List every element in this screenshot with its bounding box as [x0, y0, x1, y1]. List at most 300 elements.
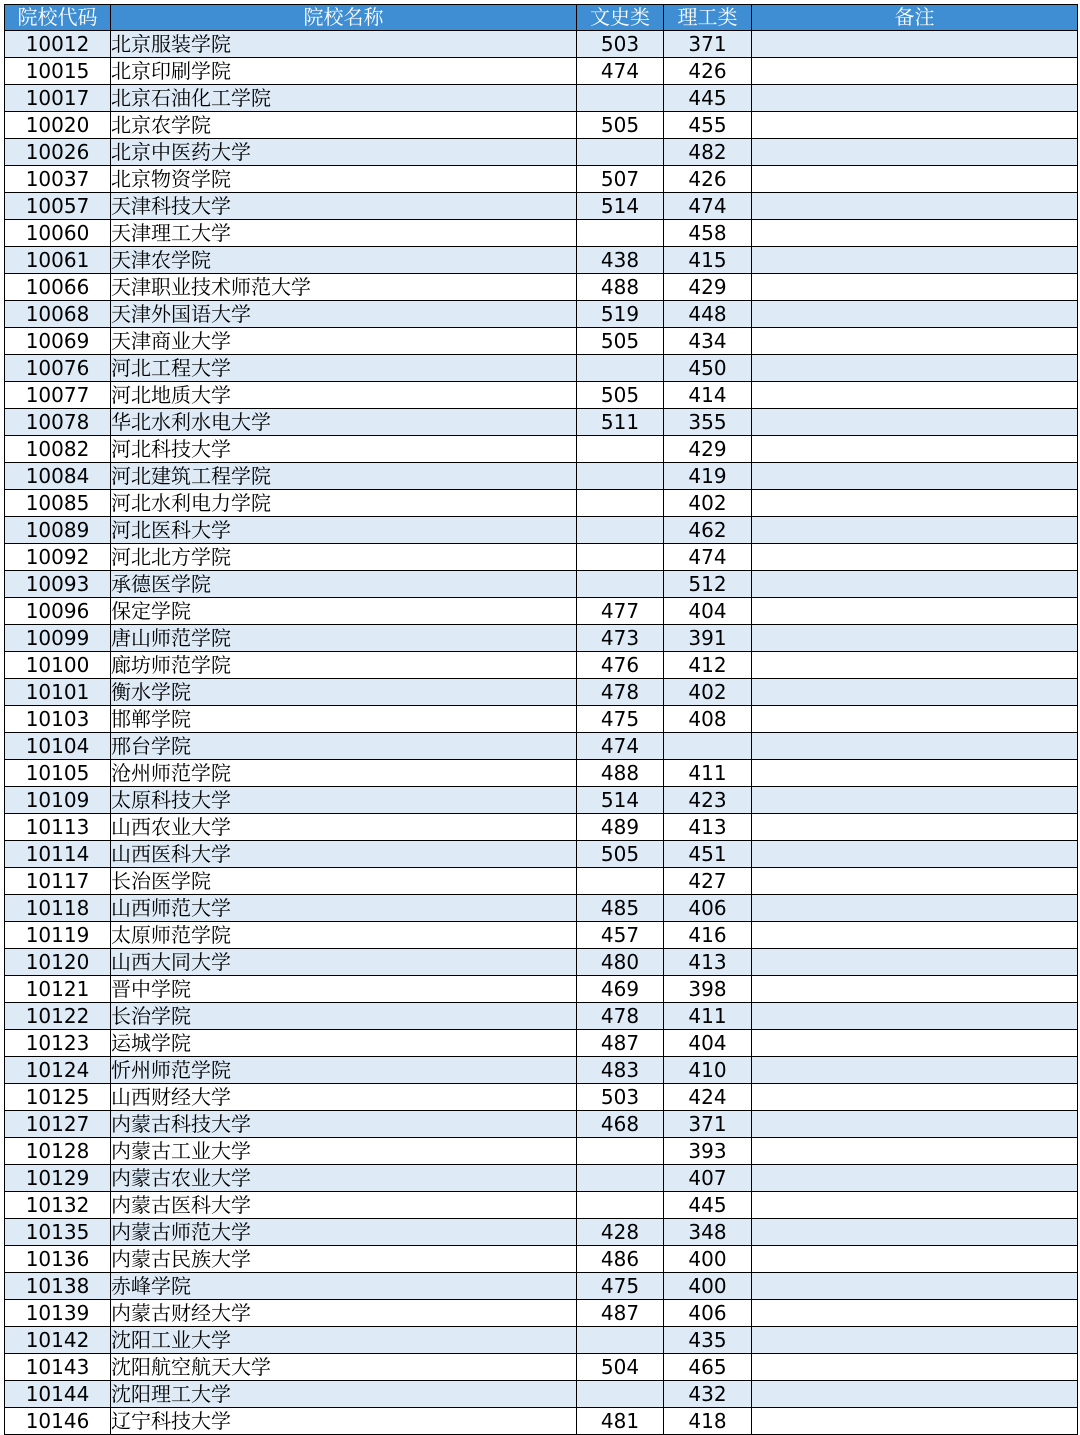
cell-note [752, 1138, 1078, 1165]
cell-note [752, 1084, 1078, 1111]
cell-code: 10069 [5, 328, 111, 355]
cell-school-name: 山西医科大学 [111, 841, 577, 868]
cell-arts-score: 507 [577, 166, 664, 193]
cell-arts-score: 505 [577, 382, 664, 409]
table-row [5, 220, 1078, 247]
table-row [5, 1381, 1078, 1408]
table-row [5, 490, 1078, 517]
cell-code: 10146 [5, 1408, 111, 1435]
cell-school-name: 河北北方学院 [111, 544, 577, 571]
cell-code: 10138 [5, 1273, 111, 1300]
cell-arts-score [577, 1165, 664, 1192]
cell-note [752, 787, 1078, 814]
cell-science-score: 462 [664, 517, 752, 544]
cell-school-name: 天津职业技术师范大学 [111, 274, 577, 301]
cell-science-score: 458 [664, 220, 752, 247]
cell-science-score: 406 [664, 1300, 752, 1327]
table-row [5, 1246, 1078, 1273]
cell-science-score: 435 [664, 1327, 752, 1354]
cell-school-name: 保定学院 [111, 598, 577, 625]
cell-note [752, 949, 1078, 976]
cell-school-name: 长治医学院 [111, 868, 577, 895]
cell-school-name: 山西农业大学 [111, 814, 577, 841]
cell-code: 10085 [5, 490, 111, 517]
cell-arts-score: 488 [577, 274, 664, 301]
cell-school-name: 邯郸学院 [111, 706, 577, 733]
table-row [5, 382, 1078, 409]
cell-code: 10139 [5, 1300, 111, 1327]
table-row [5, 139, 1078, 166]
cell-arts-score: 487 [577, 1030, 664, 1057]
table-row [5, 544, 1078, 571]
cell-code: 10117 [5, 868, 111, 895]
cell-science-score: 400 [664, 1246, 752, 1273]
cell-code: 10099 [5, 625, 111, 652]
cell-science-score: 348 [664, 1219, 752, 1246]
cell-note [752, 247, 1078, 274]
cell-science-score: 450 [664, 355, 752, 382]
table-row [5, 976, 1078, 1003]
table-row [5, 58, 1078, 85]
cell-note [752, 1219, 1078, 1246]
table-row [5, 1219, 1078, 1246]
table-row [5, 328, 1078, 355]
table-row [5, 1030, 1078, 1057]
cell-science-score: 355 [664, 409, 752, 436]
cell-note [752, 1381, 1078, 1408]
table-row [5, 85, 1078, 112]
cell-code: 10120 [5, 949, 111, 976]
cell-school-name: 天津理工大学 [111, 220, 577, 247]
cell-note [752, 328, 1078, 355]
cell-code: 10066 [5, 274, 111, 301]
cell-note [752, 814, 1078, 841]
cell-school-name: 忻州师范学院 [111, 1057, 577, 1084]
cell-arts-score [577, 1192, 664, 1219]
cell-school-name: 河北水利电力学院 [111, 490, 577, 517]
table-row [5, 787, 1078, 814]
cell-note [752, 166, 1078, 193]
table-row [5, 949, 1078, 976]
cell-arts-score [577, 1381, 664, 1408]
cell-school-name: 天津外国语大学 [111, 301, 577, 328]
cell-school-name: 天津商业大学 [111, 328, 577, 355]
table-row [5, 1084, 1078, 1111]
cell-code: 10077 [5, 382, 111, 409]
cell-code: 10100 [5, 652, 111, 679]
cell-arts-score [577, 571, 664, 598]
cell-note [752, 274, 1078, 301]
table-row [5, 706, 1078, 733]
table-row [5, 814, 1078, 841]
cell-arts-score [577, 85, 664, 112]
cell-arts-score: 485 [577, 895, 664, 922]
cell-code: 10113 [5, 814, 111, 841]
cell-school-name: 北京服装学院 [111, 31, 577, 58]
cell-science-score: 398 [664, 976, 752, 1003]
cell-science-score: 402 [664, 679, 752, 706]
table-row [5, 895, 1078, 922]
cell-code: 10123 [5, 1030, 111, 1057]
table-row [5, 166, 1078, 193]
cell-code: 10020 [5, 112, 111, 139]
cell-arts-score: 503 [577, 1084, 664, 1111]
cell-note [752, 1300, 1078, 1327]
table-body [5, 31, 1078, 1435]
cell-code: 10012 [5, 31, 111, 58]
cell-arts-score [577, 490, 664, 517]
cell-science-score: 415 [664, 247, 752, 274]
table-row [5, 1354, 1078, 1381]
cell-arts-score: 475 [577, 706, 664, 733]
cell-code: 10017 [5, 85, 111, 112]
cell-school-name: 河北地质大学 [111, 382, 577, 409]
cell-school-name: 华北水利水电大学 [111, 409, 577, 436]
cell-science-score: 427 [664, 868, 752, 895]
cell-school-name: 沈阳航空航天大学 [111, 1354, 577, 1381]
cell-school-name: 山西大同大学 [111, 949, 577, 976]
cell-science-score: 402 [664, 490, 752, 517]
cell-note [752, 1030, 1078, 1057]
cell-school-name: 山西财经大学 [111, 1084, 577, 1111]
header-name: 院校名称 [111, 5, 577, 31]
cell-arts-score: 504 [577, 1354, 664, 1381]
cell-note [752, 1273, 1078, 1300]
table-row [5, 1273, 1078, 1300]
cell-science-score: 419 [664, 463, 752, 490]
cell-science-score [664, 733, 752, 760]
cell-code: 10125 [5, 1084, 111, 1111]
cell-note [752, 1057, 1078, 1084]
table-row [5, 301, 1078, 328]
cell-school-name: 承德医学院 [111, 571, 577, 598]
header-science: 理工类 [664, 5, 752, 31]
cell-arts-score [577, 868, 664, 895]
cell-arts-score: 505 [577, 841, 664, 868]
cell-note [752, 733, 1078, 760]
cell-science-score: 411 [664, 1003, 752, 1030]
cell-science-score: 391 [664, 625, 752, 652]
cell-arts-score: 514 [577, 787, 664, 814]
cell-arts-score: 476 [577, 652, 664, 679]
table-row [5, 598, 1078, 625]
cell-school-name: 北京农学院 [111, 112, 577, 139]
cell-arts-score [577, 436, 664, 463]
cell-science-score: 407 [664, 1165, 752, 1192]
cell-note [752, 1354, 1078, 1381]
cell-arts-score [577, 1138, 664, 1165]
cell-school-name: 内蒙古财经大学 [111, 1300, 577, 1327]
header-code: 院校代码 [5, 5, 111, 31]
cell-science-score: 512 [664, 571, 752, 598]
cell-code: 10026 [5, 139, 111, 166]
cell-school-name: 北京石油化工学院 [111, 85, 577, 112]
table-row [5, 841, 1078, 868]
table-row [5, 679, 1078, 706]
cell-code: 10114 [5, 841, 111, 868]
cell-school-name: 晋中学院 [111, 976, 577, 1003]
cell-code: 10127 [5, 1111, 111, 1138]
cell-science-score: 451 [664, 841, 752, 868]
cell-arts-score: 477 [577, 598, 664, 625]
cell-note [752, 517, 1078, 544]
cell-note [752, 1327, 1078, 1354]
cell-arts-score: 489 [577, 814, 664, 841]
cell-school-name: 运城学院 [111, 1030, 577, 1057]
cell-note [752, 895, 1078, 922]
cell-code: 10119 [5, 922, 111, 949]
cell-arts-score [577, 220, 664, 247]
cell-arts-score: 519 [577, 301, 664, 328]
cell-code: 10082 [5, 436, 111, 463]
table-row [5, 868, 1078, 895]
cell-arts-score: 468 [577, 1111, 664, 1138]
table-row [5, 625, 1078, 652]
cell-science-score: 455 [664, 112, 752, 139]
cell-note [752, 922, 1078, 949]
cell-science-score: 445 [664, 1192, 752, 1219]
cell-code: 10135 [5, 1219, 111, 1246]
cell-arts-score: 473 [577, 625, 664, 652]
cell-arts-score [577, 1327, 664, 1354]
table-row [5, 1192, 1078, 1219]
table-row [5, 1165, 1078, 1192]
cell-note [752, 1246, 1078, 1273]
cell-note [752, 355, 1078, 382]
cell-arts-score: 478 [577, 679, 664, 706]
cell-arts-score: 514 [577, 193, 664, 220]
cell-code: 10076 [5, 355, 111, 382]
cell-school-name: 邢台学院 [111, 733, 577, 760]
cell-note [752, 31, 1078, 58]
cell-arts-score: 503 [577, 31, 664, 58]
cell-code: 10078 [5, 409, 111, 436]
cell-arts-score: 487 [577, 1300, 664, 1327]
cell-code: 10093 [5, 571, 111, 598]
cell-code: 10128 [5, 1138, 111, 1165]
cell-note [752, 625, 1078, 652]
cell-note [752, 112, 1078, 139]
cell-arts-score [577, 139, 664, 166]
cell-science-score: 434 [664, 328, 752, 355]
cell-school-name: 北京中医药大学 [111, 139, 577, 166]
cell-note [752, 571, 1078, 598]
cell-school-name: 沧州师范学院 [111, 760, 577, 787]
cell-arts-score: 438 [577, 247, 664, 274]
cell-science-score: 424 [664, 1084, 752, 1111]
cell-note [752, 598, 1078, 625]
cell-science-score: 432 [664, 1381, 752, 1408]
cell-school-name: 廊坊师范学院 [111, 652, 577, 679]
table-row [5, 1327, 1078, 1354]
cell-science-score: 408 [664, 706, 752, 733]
cell-code: 10103 [5, 706, 111, 733]
cell-science-score: 406 [664, 895, 752, 922]
cell-note [752, 490, 1078, 517]
cell-note [752, 436, 1078, 463]
cell-school-name: 赤峰学院 [111, 1273, 577, 1300]
cell-code: 10037 [5, 166, 111, 193]
cell-school-name: 内蒙古工业大学 [111, 1138, 577, 1165]
cell-science-score: 413 [664, 949, 752, 976]
cell-code: 10068 [5, 301, 111, 328]
cell-science-score: 418 [664, 1408, 752, 1435]
cell-arts-score: 488 [577, 760, 664, 787]
cell-school-name: 太原师范学院 [111, 922, 577, 949]
cell-school-name: 长治学院 [111, 1003, 577, 1030]
table-row [5, 1408, 1078, 1435]
cell-science-score: 410 [664, 1057, 752, 1084]
cell-note [752, 976, 1078, 1003]
cell-science-score: 429 [664, 436, 752, 463]
table-row [5, 517, 1078, 544]
cell-school-name: 河北科技大学 [111, 436, 577, 463]
cell-arts-score: 475 [577, 1273, 664, 1300]
header-row [5, 5, 1078, 31]
cell-note [752, 544, 1078, 571]
cell-note [752, 760, 1078, 787]
table-row [5, 571, 1078, 598]
cell-science-score: 412 [664, 652, 752, 679]
cell-note [752, 841, 1078, 868]
cell-school-name: 内蒙古科技大学 [111, 1111, 577, 1138]
cell-school-name: 北京物资学院 [111, 166, 577, 193]
table-row [5, 193, 1078, 220]
table-row [5, 922, 1078, 949]
cell-science-score: 413 [664, 814, 752, 841]
cell-code: 10122 [5, 1003, 111, 1030]
cell-school-name: 北京印刷学院 [111, 58, 577, 85]
cell-note [752, 301, 1078, 328]
cell-science-score: 411 [664, 760, 752, 787]
table-row [5, 652, 1078, 679]
table-row [5, 31, 1078, 58]
cell-arts-score: 478 [577, 1003, 664, 1030]
cell-school-name: 辽宁科技大学 [111, 1408, 577, 1435]
cell-arts-score: 474 [577, 733, 664, 760]
cell-school-name: 唐山师范学院 [111, 625, 577, 652]
cell-note [752, 463, 1078, 490]
cell-science-score: 474 [664, 544, 752, 571]
cell-arts-score: 483 [577, 1057, 664, 1084]
cell-note [752, 85, 1078, 112]
cell-note [752, 1408, 1078, 1435]
cell-note [752, 1003, 1078, 1030]
cell-arts-score: 486 [577, 1246, 664, 1273]
cell-school-name: 河北工程大学 [111, 355, 577, 382]
table-row [5, 409, 1078, 436]
cell-science-score: 393 [664, 1138, 752, 1165]
cell-code: 10060 [5, 220, 111, 247]
cell-code: 10092 [5, 544, 111, 571]
cell-arts-score [577, 355, 664, 382]
table-header [5, 5, 1078, 31]
cell-arts-score: 481 [577, 1408, 664, 1435]
cell-code: 10096 [5, 598, 111, 625]
cell-code: 10136 [5, 1246, 111, 1273]
cell-code: 10105 [5, 760, 111, 787]
cell-science-score: 426 [664, 166, 752, 193]
cell-note [752, 1165, 1078, 1192]
cell-note [752, 706, 1078, 733]
cell-school-name: 内蒙古医科大学 [111, 1192, 577, 1219]
cell-code: 10089 [5, 517, 111, 544]
cell-science-score: 445 [664, 85, 752, 112]
table-row [5, 1138, 1078, 1165]
table-row [5, 733, 1078, 760]
cell-code: 10109 [5, 787, 111, 814]
cell-science-score: 482 [664, 139, 752, 166]
cell-arts-score: 505 [577, 112, 664, 139]
cell-note [752, 139, 1078, 166]
cell-school-name: 天津科技大学 [111, 193, 577, 220]
cell-arts-score: 505 [577, 328, 664, 355]
cell-note [752, 58, 1078, 85]
cell-science-score: 404 [664, 1030, 752, 1057]
cell-code: 10132 [5, 1192, 111, 1219]
cell-science-score: 404 [664, 598, 752, 625]
cell-science-score: 426 [664, 58, 752, 85]
cell-arts-score: 511 [577, 409, 664, 436]
cell-code: 10084 [5, 463, 111, 490]
cell-note [752, 1192, 1078, 1219]
cell-science-score: 416 [664, 922, 752, 949]
cell-code: 10143 [5, 1354, 111, 1381]
cell-school-name: 山西师范大学 [111, 895, 577, 922]
table-row [5, 355, 1078, 382]
cell-science-score: 400 [664, 1273, 752, 1300]
cell-code: 10129 [5, 1165, 111, 1192]
cell-school-name: 内蒙古农业大学 [111, 1165, 577, 1192]
cell-arts-score: 480 [577, 949, 664, 976]
cell-school-name: 河北医科大学 [111, 517, 577, 544]
table-row [5, 436, 1078, 463]
cell-arts-score [577, 463, 664, 490]
cell-note [752, 679, 1078, 706]
cell-note [752, 868, 1078, 895]
cell-note [752, 652, 1078, 679]
table-row [5, 463, 1078, 490]
cell-note [752, 382, 1078, 409]
table-row [5, 1057, 1078, 1084]
cell-code: 10144 [5, 1381, 111, 1408]
cell-note [752, 193, 1078, 220]
cell-science-score: 414 [664, 382, 752, 409]
cell-science-score: 371 [664, 31, 752, 58]
cell-code: 10057 [5, 193, 111, 220]
cell-school-name: 沈阳理工大学 [111, 1381, 577, 1408]
cell-code: 10101 [5, 679, 111, 706]
cell-code: 10061 [5, 247, 111, 274]
cell-note [752, 409, 1078, 436]
score-table [4, 4, 1078, 1435]
header-note: 备注 [752, 5, 1078, 31]
table-row [5, 274, 1078, 301]
cell-science-score: 465 [664, 1354, 752, 1381]
cell-science-score: 429 [664, 274, 752, 301]
cell-code: 10124 [5, 1057, 111, 1084]
cell-arts-score [577, 544, 664, 571]
cell-arts-score: 428 [577, 1219, 664, 1246]
table-row [5, 760, 1078, 787]
cell-code: 10142 [5, 1327, 111, 1354]
cell-science-score: 448 [664, 301, 752, 328]
table-row [5, 112, 1078, 139]
table-row [5, 1300, 1078, 1327]
cell-code: 10104 [5, 733, 111, 760]
cell-science-score: 474 [664, 193, 752, 220]
cell-code: 10015 [5, 58, 111, 85]
